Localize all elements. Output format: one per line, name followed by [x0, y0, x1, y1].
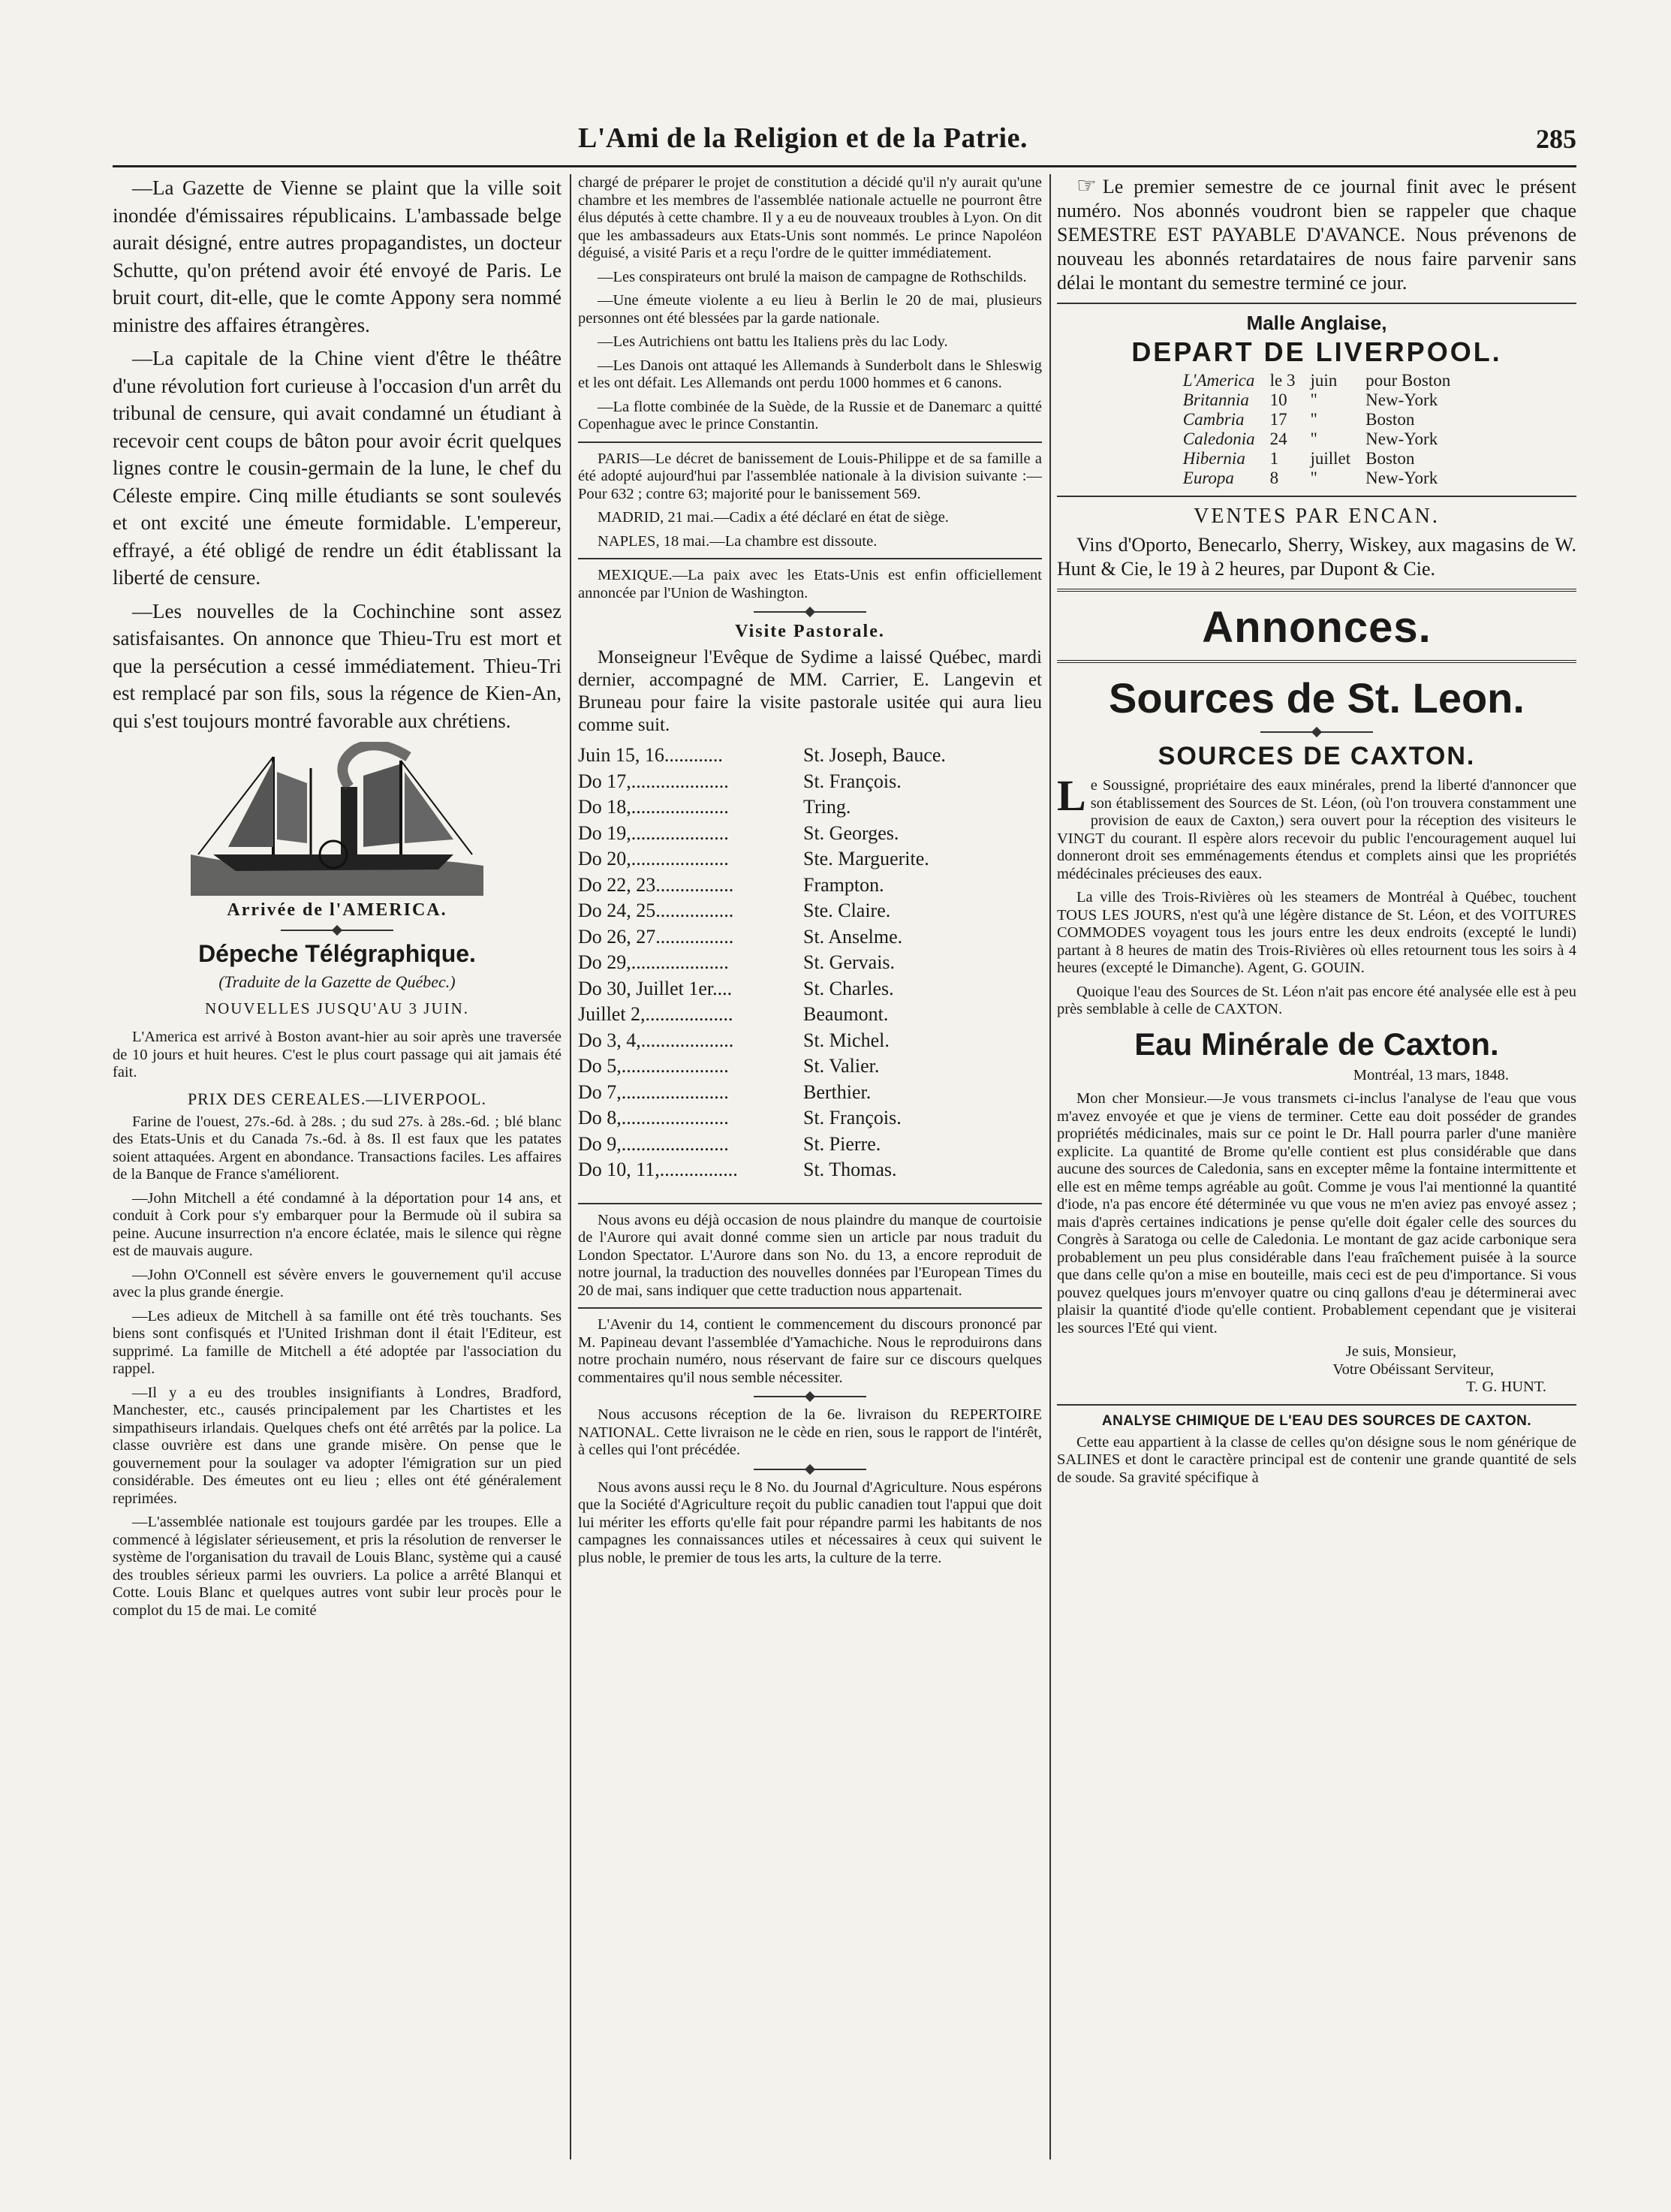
page-number: 285 [1536, 124, 1576, 154]
article-paris: PARIS—Le décret de banissement de Louis-Philippe et de sa famille a été adopté aujourd'hui par l'assemblée nationale à la division suivante :— Pour 632 ; contre 63; majorité pour le banissement 569. [578, 450, 1042, 502]
caxton-paragraph-1: Le Soussigné, propriétaire des eaux minérales, prend la liberté d'annoncer que son établissement des Sources de St. Léon, (où l'on trouvera constamment une provision de eaux de Caxton,) sera ouvert pour la réception des visiteurs le VINGT du courant. Il espère alors recevoir du public l'encouragement auquel lui donneront droit ses emménagements étendus et complets ainsi que les propriétés médécinales précieuses des eaux. [1057, 771, 1576, 882]
article-rothschild: —Les conspirateurs ont brulé la maison de campagne de Rothschilds. [598, 268, 1027, 285]
itinerary-date: Do 3, 4,................... [578, 1029, 734, 1051]
article-chine: —La capitale de la Chine vient d'être le théâtre d'une révolution fort curieuse à l'occasion d'un arrêt du tribunal de censure, qui avait condamné un étudiant à recevoir cent coups de bâton pour avoir écrit quelques lignes contre le cousin-germain de la lune, le chef du Céleste empire. Cinq mille étudiants se sont soulevés et ont excité une émeute formidable. L'empereur, effrayé, a été obligé de rendre un édit établissant la liberté de censure. [113, 347, 562, 589]
itinerary-row [578, 794, 1042, 821]
column-2 [578, 174, 1042, 2159]
sailing-row [1176, 469, 1458, 488]
itinerary-place: St. Georges. [803, 821, 899, 844]
itinerary-place: St. Thomas. [803, 1159, 897, 1180]
article-avenir: L'Avenir du 14, contient le commencement du discours prononcé par M. Papineau devant l'assemblée d'Yamachiche. Nous le reproduirons dans notre prochain numéro, nous réservant de faire sur ce discours quelques commentaires qu'il nous semble nécessiter. [578, 1316, 1042, 1386]
adieux-text: —Les adieux de Mitchell à sa famille ont été très touchants. Ses biens sont confisqués et l'United Irishman dont il était l'Editeur, est supprimé. La famille de Mitchell a été adoptée par l'association du rappel. [113, 1307, 562, 1377]
analyse-heading: ANALYSE CHIMIQUE DE L'EAU DES SOURCES DE CAXTON. [1101, 1412, 1532, 1429]
analyse-text: Cette eau appartient à la classe de celles qu'on désigne sous le nom générique de SALINES et dont le caractère principal est de contenir une grande quantité de sels de soude. Sa gravité spécifique à [1057, 1433, 1576, 1486]
visite-heading: Visite Pastorale. [735, 622, 885, 641]
itinerary-date: Do 30, Juillet 1er.... [578, 977, 733, 999]
divider [1057, 496, 1576, 497]
sailing-month: " [1310, 410, 1317, 429]
divider [578, 1203, 1042, 1204]
itinerary-place: St. Charles. [803, 977, 894, 999]
newspaper-title: L'Ami de la Religion et de la Patrie. [578, 122, 1028, 154]
article-mexique: MEXIQUE.—La paix avec les Etats-Unis est enfin officiellement annoncée par l'Union de Washington. [578, 567, 1042, 601]
depart-heading: DEPART DE LIVERPOOL. [1131, 336, 1502, 367]
separator [754, 611, 866, 613]
article-cochinchine: —Les nouvelles de la Cochinchine sont assez satisfaisantes. On annonce que Thieu-Tru est mort et que la persécution a cessé immédiatement. Thieu-Tri est remplacé par son fils, sous la régence de Kien-An, qui s'est toujours montré favorable aux chrétiens. [113, 599, 562, 732]
visite-intro: Monseigneur l'Evêque de Sydime a laissé Québec, mardi dernier, accompagné de MM. Carrier, E. Langevin et Bruneau pour faire la visite pastorale usitée qui aura lieu comme suit. [578, 647, 1042, 735]
mitchell-text: —John Mitchell a été condamné à la déportation pour 14 ans, et conduit à Cork pour s'y embarquer pour la Bermude où il subira sa peine. Aucune insurrection n'a encore éclatée, mais le silence qui règne est de mauvais augure. [113, 1189, 562, 1259]
itinerary-place: St. François. [803, 770, 902, 792]
itinerary-row [578, 898, 1042, 924]
sailing-row [1176, 390, 1458, 410]
article-flotte: —La flotte combinée de la Suède, de la Russie et de Danemarc a quitté Copenhague avec le prince Constantin. [578, 398, 1042, 432]
sailing-row [1176, 371, 1458, 390]
sailing-day: le 3 [1269, 371, 1296, 390]
itinerary-place: Frampton. [803, 873, 884, 896]
separator [1260, 731, 1373, 733]
itinerary-row [578, 821, 1042, 847]
signature-line-1: Je suis, Monsieur, [1345, 1343, 1456, 1360]
article-autrichiens: —Les Autrichiens ont battu les Italiens près du lac Lody. [598, 333, 948, 350]
itinerary-row [578, 1002, 1042, 1028]
divider [1057, 1404, 1576, 1406]
itinerary-date: Do 17,.................... [578, 770, 729, 792]
ship-name: Europa [1182, 469, 1234, 487]
sailing-row [1176, 410, 1458, 429]
sailing-month: juin [1310, 371, 1338, 390]
itinerary-row [578, 1028, 1042, 1054]
divider [578, 441, 1042, 443]
itinerary-date: Do 24, 25................ [578, 900, 734, 921]
signature-name: T. G. HUNT. [1466, 1379, 1546, 1395]
depeche-heading: Dépeche Télégraphique. [198, 940, 476, 967]
signature-line-2: Votre Obéissant Serviteur, [1332, 1361, 1494, 1378]
eau-minerale-heading: Eau Minérale de Caxton. [1134, 1026, 1499, 1062]
divider [578, 558, 1042, 559]
divider [1057, 303, 1576, 304]
article-naples: NAPLES, 18 mai.—La chambre est dissoute. [598, 532, 878, 550]
malle-heading: Malle Anglaise, [1246, 312, 1387, 334]
sailing-month: " [1310, 390, 1317, 409]
itinerary-place: St. Anselme. [803, 925, 903, 948]
letter-body: Mon cher Monsieur.—Je vous transmets ci-inclus l'analyse de l'eau que vous m'avez envoyée et que je viens de terminer. Cette eau doit posséder de grandes propriétés médicinales, mais sur ce point le Dr. Hall pourra parler d'une manière explicite. La quantité de Brome qu'elle contient est plus considérable que dans aucune des sources de Caledonia, sans en excepter même la fontaine intermittente et elle est en même temps agréable au goût. Comme je vous l'ai mentionné la quantité d'iode, n'a pas encore été déterminée vu que vous ne m'en aviez pas envoyé assez ; mais d'après certaines indications je pense qu'elle doit égaler celle des sources du Congrès à Saratoga ou celle de Caledonia. Le montant de gaz acide carbonique sera probablement un peu plus considérable dans l'eau fraîchement puisée à la source que dans celle qu'on a mise en bouteille, mais ceci est de peu d'importance. Si vous pouvez quelques jours m'envoyer quatre ou cinq gallons d'eau je déterminerai avec plaisir la quantité d'iode qu'elle contient. Probablement cependant que je visiterai les sources l'Eté qui vient. [1057, 1090, 1576, 1337]
itinerary-date: Juin 15, 16............ [578, 744, 723, 766]
semestre-text: Le premier semestre de ce journal finit avec le présent numéro. Nos abonnés voudront bien se rappeler que chaque SEMESTRE EST PAYABLE D'AVANCE. Nous prévenons de nouveau les abonnés retardataires de nous faire parvenir sans délai le montant du semestre terminé ce jour. [1057, 176, 1576, 294]
itinerary-date: Do 18,.................... [578, 796, 729, 818]
sailing-row [1176, 429, 1458, 449]
ventes-text: Vins d'Oporto, Benecarlo, Sherry, Wiskey, aux magasins de W. Hunt & Cie, le 19 à 2 heures, par Dupont & Cie. [1057, 534, 1576, 580]
itinerary-row [578, 1080, 1042, 1106]
itinerary-row [578, 743, 1042, 769]
itinerary-date: Do 29,.................... [578, 951, 729, 973]
sailing-month: juillet [1310, 449, 1351, 468]
itinerary-place: St. Joseph, Bauce. [803, 744, 946, 766]
column-1 [113, 174, 562, 2159]
troubles-text: —Il y a eu des troubles insignifiants à Londres, Bradford, Manchester, etc., causés principalement par les Chartistes et les simpathiseurs irlandais. Quelques chefs ont été arrêtés par la police. La classe ouvrière est dans une grande misère. On pense que le gouvernement pour la soulager va adopter l'émigration sur un pied considérable. Des émeutes ont eu lieu ; elles ont été généralement reprimées. [113, 1384, 562, 1507]
itinerary-date: Juillet 2,.................. [578, 1003, 733, 1025]
annonces-heading: Annonces. [1202, 603, 1432, 652]
itinerary-row [578, 950, 1042, 976]
itinerary-date: Do 26, 27................ [578, 925, 734, 948]
article-danois: —Les Danois ont attaqué les Allemands à Sunderbolt dans le Shleswig et les ont défait. Les Allemands ont perdu 1000 hommes et 6 canons. [578, 357, 1042, 391]
itinerary-place: Tring. [803, 796, 851, 818]
article-aurore: Nous avons eu déjà occasion de nous plaindre du manque de courtoisie de l'Aurore qui avait donné comme sien un article par nous traduit du London Spectator. L'Aurore dans son No. du 13, a encore reproduit de notre journal, la traduction des nouvelles données par l'European Times du 20 de mai, sans indiquer que cette traduction nous appartenait. [578, 1211, 1042, 1299]
visite-itinerary [578, 743, 1042, 1183]
pointing-hand-icon: ☞ [1076, 174, 1097, 198]
oconnell-text: —John O'Connell est sévère envers le gouvernement qu'il accuse avec la plus grande énergie. [113, 1266, 562, 1300]
itinerary-place: St. Valier. [803, 1055, 880, 1077]
sources-caxton-heading: SOURCES DE CAXTON. [1158, 742, 1476, 770]
itinerary-row [578, 1053, 1042, 1080]
ship-name: Hibernia [1182, 449, 1245, 468]
itinerary-place: Ste. Marguerite. [803, 848, 929, 869]
sailing-month: " [1310, 429, 1317, 448]
itinerary-place: St. François. [803, 1107, 902, 1129]
itinerary-date: Do 22, 23................ [578, 873, 734, 896]
itinerary-row [578, 846, 1042, 872]
itinerary-date: Do 5,...................... [578, 1055, 729, 1077]
itinerary-date: Do 19,.................... [578, 821, 729, 844]
article-madrid: MADRID, 21 mai.—Cadix a été déclaré en état de siège. [598, 509, 949, 526]
itinerary-place: Ste. Claire. [803, 900, 891, 921]
ship-caption: Arrivée de l'AMERICA. [227, 900, 447, 920]
article-gazette-vienne: —La Gazette de Vienne se plaint que la ville soit inondée d'émissaires républicains. L'ambassade belge aurait désigné, entre autres propagandistes, un docteur Schutte, qu'on prétend avoir été envoyé de Paris. Le bruit court, dit-elle, que le comte Appony sera nommé ministre des affaires étrangères. [113, 176, 562, 336]
ship-name: Britannia [1182, 390, 1249, 409]
ship-name: L'America [1182, 371, 1255, 390]
caxton-paragraph-2: La ville des Trois-Rivières où les steamers de Montréal à Québec, touchent TOUS LES JOURS, n'est qu'à une légère distance de St. Léon, et des VOITURES COMMODES voyagent tous les jours entre les deux endroits (excepté le lundi) partant à 8 heures de matin des Trois-Rivières où elles retournent tous les soirs à 4 heures (excepté le Dimanche). Agent, G. GOUIN. [1057, 889, 1576, 976]
itinerary-place: St. Michel. [803, 1029, 890, 1051]
itinerary-place: Beaumont. [803, 1003, 889, 1025]
sailing-day: 8 [1269, 469, 1279, 487]
caxton-paragraph-3: Quoique l'eau des Sources de St. Léon n'ait pas encore été analysée elle est à peu près semblable à celle de CAXTON. [1057, 983, 1576, 1017]
itinerary-row [578, 872, 1042, 899]
ship-name: Caledonia [1182, 429, 1255, 448]
separator [281, 930, 393, 931]
sailing-day: 10 [1269, 390, 1287, 409]
itinerary-date: Do 9,...................... [578, 1132, 729, 1155]
itinerary-date: Do 8,...................... [578, 1107, 729, 1129]
sailing-row [1176, 449, 1458, 469]
assemblee-text: —L'assemblée nationale est toujours gardée par les troupes. Elle a commencé à législater sérieusement, et pris la résolution de renverser le système de l'organisation du travail de Louis Blanc, système qui a causé des troubles sérieux parmi les ouvriers. La police a arrêté Blanqui et Cotte. Louis Blanc et quelques autres vont subir leur procès pour le complot du 15 de mai. Le comité [113, 1514, 562, 1619]
sailing-destination: pour Boston [1365, 371, 1451, 390]
itinerary-row [578, 1157, 1042, 1183]
itinerary-date: Do 10, 11,................ [578, 1159, 738, 1180]
header-rule [113, 165, 1576, 167]
column-divider [1049, 174, 1051, 2159]
article-repertoire: Nous accusons réception de la 6e. livraison du REPERTOIRE NATIONAL. Cette livraison ne le cède en rien, sous le rapport de l'intérêt, à celles qui l'ont précédée. [578, 1406, 1042, 1458]
divider [578, 1307, 1042, 1309]
itinerary-date: Do 20,.................... [578, 848, 729, 869]
sailing-day: 17 [1269, 410, 1287, 429]
sailing-destination: Boston [1365, 410, 1415, 429]
sailing-day: 24 [1269, 429, 1287, 448]
itinerary-row [578, 1105, 1042, 1132]
sailing-destination: New-York [1365, 429, 1438, 448]
letter-date: Montréal, 13 mars, 1848. [1353, 1066, 1509, 1083]
column-3 [1057, 174, 1576, 2159]
ship-name: Cambria [1182, 410, 1245, 429]
column-divider [570, 174, 571, 2159]
ventes-heading: VENTES PAR ENCAN. [1194, 505, 1440, 528]
itinerary-row [578, 1132, 1042, 1158]
separator [754, 1396, 866, 1397]
sailing-month: " [1310, 469, 1317, 487]
steamship-illustration [183, 742, 491, 896]
article-berlin: —Une émeute violente a eu lieu à Berlin le 20 de mai, plusieurs personnes ont été blessées par la garde nationale. [578, 292, 1042, 327]
sailing-destination: New-York [1365, 390, 1438, 409]
itinerary-place: St. Gervais. [803, 951, 896, 973]
page-header [113, 122, 1576, 159]
sailing-day: 1 [1269, 449, 1279, 468]
america-arrival: L'America est arrivé à Boston avant-hier au soir après une traversée de 10 jours et huit heures. C'est le plus court passage qui ait jamais été fait. [113, 1029, 562, 1080]
itinerary-row [578, 769, 1042, 795]
itinerary-row [578, 924, 1042, 951]
itinerary-place: St. Pierre. [803, 1132, 881, 1155]
itinerary-date: Do 7,...................... [578, 1080, 729, 1103]
article-constitution: chargé de préparer le projet de constitution a décidé qu'il n'y aurait qu'une chambre et les membres de l'assemblée nationale actuelle ne pourront être élus députés à cette chambre. Il y a eu de nouveaux troubles à Lyon. On dit que les ambassadeurs aux Etats-Unis sont nommés. Le prince Napoléon déguisé, a visité Paris et a reçu l'ordre de le quitter immédiatement. [578, 174, 1042, 261]
article-agriculture: Nous avons aussi reçu le 8 No. du Journal d'Agriculture. Nous espérons que la Société d'Agriculture reçoit du public canadien tout l'appui que doit lui mériter les efforts qu'elle fait pour répandre parmi les habitants de nos campagnes les connaissances utiles et nécessaires à ceux qui suivent le plus noble, le premier de tous les arts, la culture de la terre. [578, 1478, 1042, 1566]
divider [1057, 589, 1576, 592]
separator [754, 1469, 866, 1470]
divider [1057, 660, 1576, 663]
sailing-destination: New-York [1365, 469, 1438, 487]
sources-st-leon-heading: Sources de St. Leon. [1109, 674, 1525, 722]
prix-heading: PRIX DES CEREALES.—LIVERPOOL. [187, 1089, 487, 1108]
sailing-schedule [1176, 371, 1458, 488]
itinerary-row [578, 976, 1042, 1002]
sailing-destination: Boston [1365, 449, 1415, 468]
traduite-note: (Traduite de la Gazette de Québec.) [218, 972, 456, 991]
semestre-notice [1057, 174, 1576, 295]
itinerary-place: Berthier. [803, 1080, 872, 1103]
nouvelles-heading: NOUVELLES JUSQU'AU 3 JUIN. [204, 999, 470, 1017]
prix-text: Farine de l'ouest, 27s.-6d. à 28s. ; du sud 27s. à 28s.-6d. ; blé blanc des Etats-Unis et du Canada 7s.-6d. à 8s. Il est faux que les patates soient attaquées. Argent en abondance. Transactions faciles. Les affaires de la Banque de France s'améliorent. [113, 1113, 562, 1183]
